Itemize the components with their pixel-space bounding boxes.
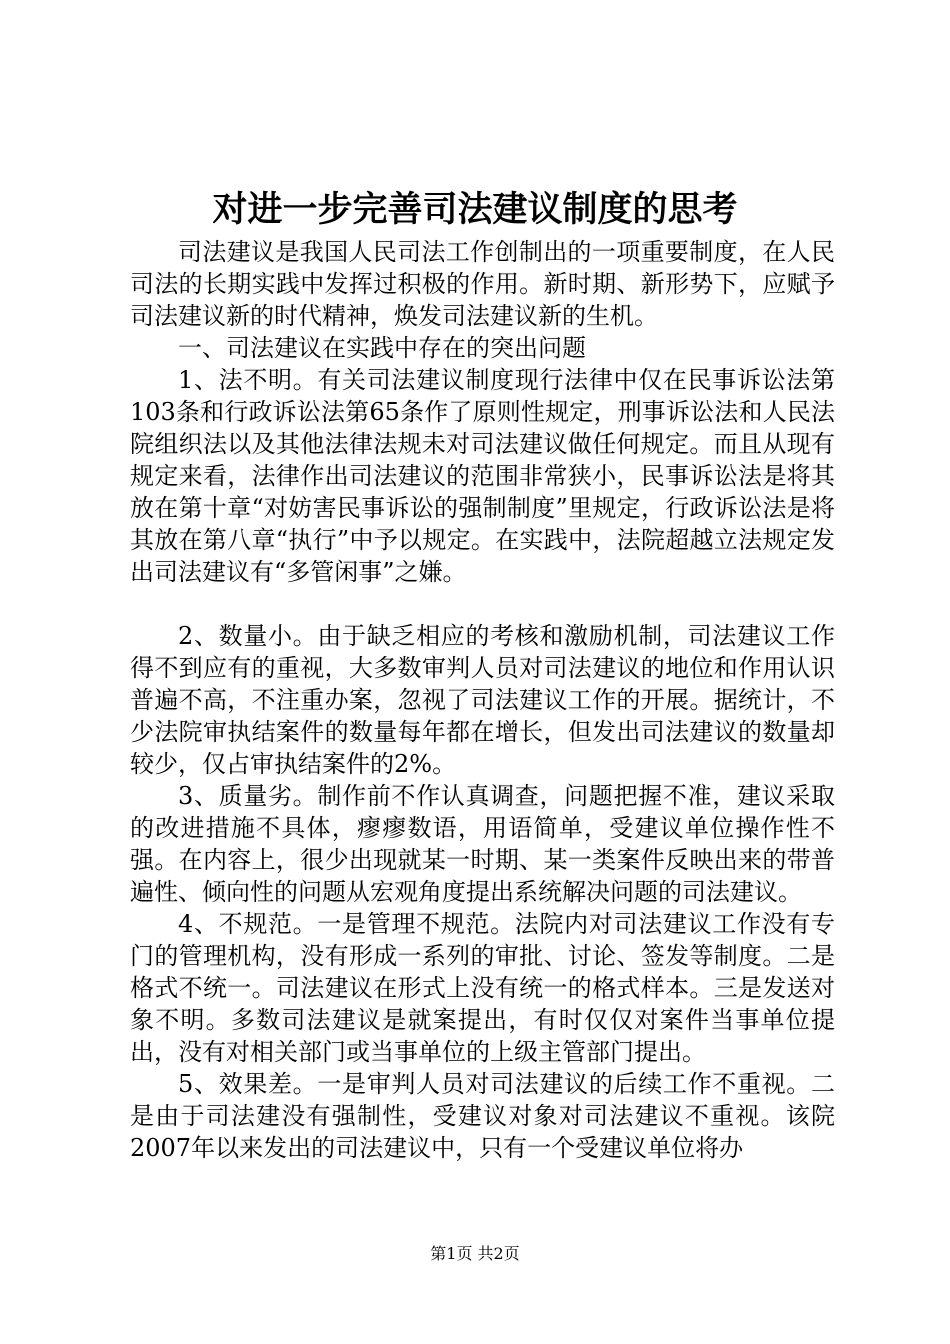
paragraph-item-1: 1、法不明。有关司法建议制度现行法律中仅在民事诉讼法第103条和行政诉讼法第65条作了原则性规定，刑事诉讼法和人民法院组织法以及其他法律法规未对司法建议做任何规定。而且从现有规定来看，法律作出司法建议的范围非常狭小，民事诉讼法是将其放在第十章“对妨害民事诉讼的强制制度”里规定，行政诉讼法是将其放在第八章“执行”中予以规定。在实践中，法院超越立法规定发出司法建议有“多管闲事”之嫌。 [130, 366, 835, 586]
paragraph-item-3: 3、质量劣。制作前不作认真调查，问题把握不准，建议采取的改进措施不具体，瘳瘳数语，用语简单，受建议单位操作性不强。在内容上，很少出现就某一时期、某一类案件反映出来的带普遍性、倾向性的问题从宏观角度提出系统解决问题的司法建议。 [130, 782, 835, 906]
section-heading: 一、司法建议在实践中存在的突出问题 [178, 334, 586, 362]
paragraph-item-2: 2、数量小。由于缺乏相应的考核和激励机制，司法建议工作得不到应有的重视，大多数审判人员对司法建议的地位和作用认识普遍不高，不注重办案，忽视了司法建议工作的开展。据统计，不少法院审执结案件的数量每年都在增长，但发出司法建议的数量却较少，仅占审执结案件的2%。 [130, 622, 835, 778]
document-title: 对进一步完善司法建议制度的思考 [212, 189, 738, 230]
paragraph-item-4: 4、不规范。一是管理不规范。法院内对司法建议工作没有专门的管理机构，没有形成一系列的审批、讨论、签发等制度。二是格式不统一。司法建议在形式上没有统一的格式样本。三是发送对象不明。多数司法建议是就案提出，有时仅仅对案件当事单位提出，没有对相关部门或当事单位的上级主管部门提出。 [130, 910, 835, 1066]
intro-paragraph: 司法建议是我国人民司法工作创制出的一项重要制度，在人民司法的长期实践中发挥过积极的作用。新时期、新形势下，应赋予司法建议新的时代精神，焕发司法建议新的生机。 [130, 238, 835, 330]
paragraph-item-5: 5、效果差。一是审判人员对司法建议的后续工作不重视。二是由于司法建没有强制性，受建议对象对司法建议不重视。该院2007年以来发出的司法建议中，只有一个受建议单位将办 [130, 1070, 835, 1162]
page-footer: 第1页 共2页 [430, 1244, 520, 1263]
document-body [130, 236, 835, 1164]
